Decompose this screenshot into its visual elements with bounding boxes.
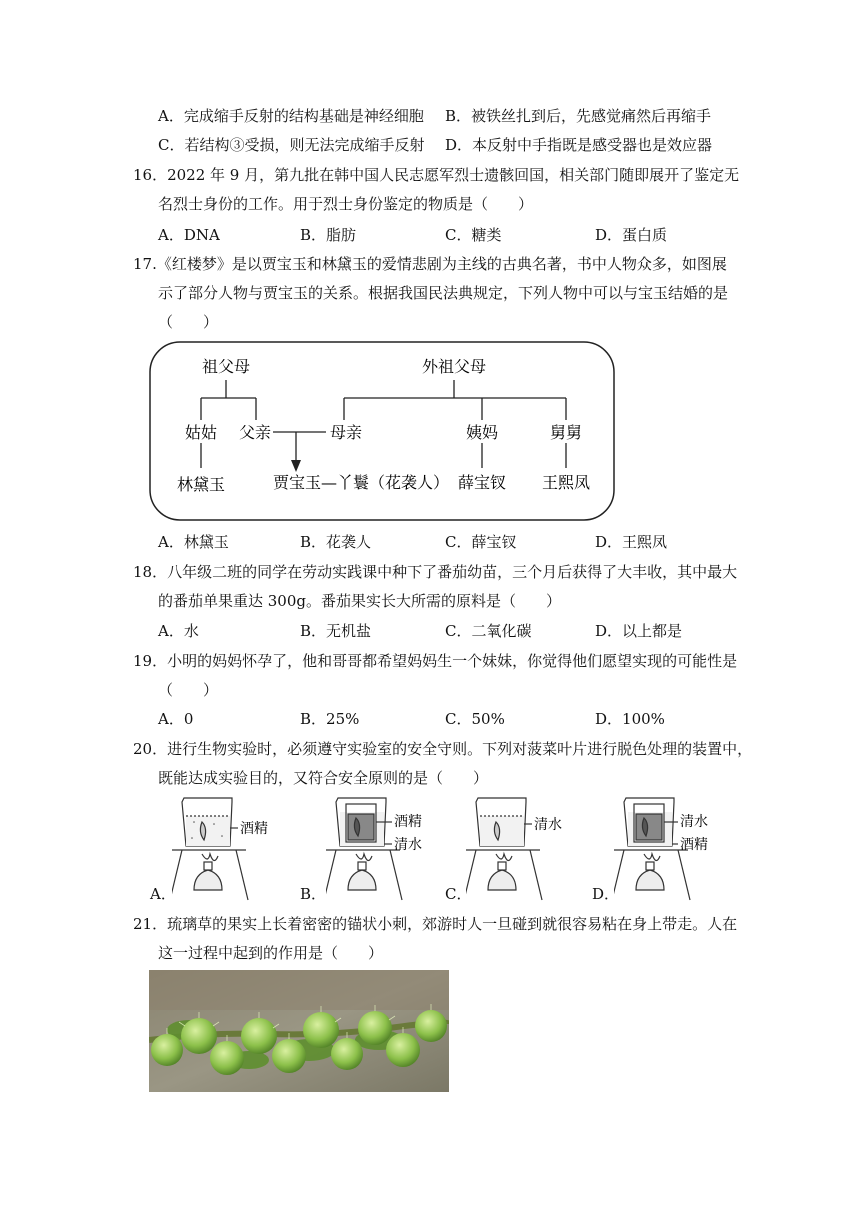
q15-option-d: D．本反射中手指既是感受器也是效应器 <box>445 136 713 154</box>
q20-stem-line-2: 既能达成实验目的，又符合安全原则的是（ ） <box>158 769 489 787</box>
apparatus-a-label-1: 酒精 <box>240 821 268 837</box>
tree-xue-baochai: 薛宝钗 <box>457 473 507 492</box>
tree-grandparents: 祖父母 <box>201 357 251 376</box>
tree-lin-daiyu: 林黛玉 <box>176 475 226 494</box>
q19-option-b: B．25% <box>300 710 360 728</box>
tree-aunt-maternal: 姨妈 <box>465 423 499 442</box>
q17-stem-line-2: 示了部分人物与贾宝玉的关系。根据我国民法典规定，下列人物中可以与宝玉结婚的是 <box>158 284 729 302</box>
q18-stem-line-1: 18．八年级二班的同学在劳动实践课中种下了番茄幼苗，三个月后获得了大丰收，其中最大 <box>133 563 738 581</box>
q21-stem-line-2: 这一过程中起到的作用是（ ） <box>158 944 384 962</box>
apparatus-b-diagram <box>326 794 436 906</box>
q18-option-c: C．二氧化碳 <box>445 622 532 640</box>
q17-option-b: B．花袭人 <box>300 533 372 551</box>
hound-tongue-fruit-photo <box>149 970 449 1092</box>
tree-wang-xifeng: 王熙凤 <box>541 473 591 492</box>
q18-option-b: B．无机盐 <box>300 622 372 640</box>
apparatus-b-label-1: 酒精 <box>394 814 422 830</box>
q16-stem-line-1: 16．2022 年 9 月，第九批在韩中国人民志愿军烈士遗骸回国，相关部门随即展开了鉴定无 <box>133 166 740 184</box>
q18-option-a: A．水 <box>158 622 199 640</box>
tree-uncle: 舅舅 <box>549 423 583 442</box>
q16-stem-line-2: 名烈士身份的工作。用于烈士身份鉴定的物质是（ ） <box>158 195 534 213</box>
q16-option-b: B．脂肪 <box>300 226 357 244</box>
q19-option-c: C．50% <box>445 710 505 728</box>
q18-option-d: D．以上都是 <box>595 622 683 640</box>
q17-option-d: D．王熙凤 <box>595 533 668 551</box>
q15-option-c: C．若结构③受损，则无法完成缩手反射 <box>158 136 425 154</box>
q15-option-a: A．完成缩手反射的结构基础是神经细胞 <box>158 107 424 125</box>
apparatus-d-label-2: 酒精 <box>680 837 708 853</box>
q17-stem-line-1: 17.《红楼梦》是以贾宝玉和林黛玉的爱情悲剧为主线的古典名著，书中人物众多，如图展 <box>133 255 727 273</box>
q16-option-c: C．糖类 <box>445 226 502 244</box>
q16-option-d: D．蛋白质 <box>595 226 668 244</box>
q17-stem-line-3: （ ） <box>158 313 219 331</box>
q19-option-d: D．100% <box>595 710 665 728</box>
tree-mother: 母亲 <box>329 423 363 442</box>
apparatus-c-letter: C． <box>445 885 472 903</box>
apparatus-c-label-1: 清水 <box>534 817 562 833</box>
q17-option-a: A．林黛玉 <box>158 533 229 551</box>
q16-option-a: A．DNA <box>158 226 220 244</box>
tree-aunt-paternal: 姑姑 <box>184 423 218 442</box>
tree-maternal-grandparents: 外祖父母 <box>421 357 487 376</box>
q15-option-b: B．被铁丝扎到后，先感觉痛然后再缩手 <box>445 107 712 125</box>
tree-jia-baoyu: 贾宝玉—丫鬟（花袭人） <box>272 473 450 492</box>
q17-option-c: C．薛宝钗 <box>445 533 517 551</box>
q19-stem-line-2: （ ） <box>158 681 219 699</box>
apparatus-d-diagram <box>614 794 724 906</box>
apparatus-c-diagram <box>466 794 576 906</box>
q19-stem-line-1: 19．小明的妈妈怀孕了，他和哥哥都希望妈妈生一个妹妹，你觉得他们愿望实现的可能性是 <box>133 652 738 670</box>
q19-option-a: A．0 <box>158 710 194 728</box>
apparatus-a-letter: A． <box>150 885 176 903</box>
apparatus-d-letter: D． <box>592 885 620 903</box>
family-tree-diagram <box>148 340 616 524</box>
q20-stem-line-1: 20．进行生物实验时，必须遵守实验室的安全守则。下列对菠菜叶片进行脱色处理的装置中， <box>133 740 753 758</box>
apparatus-a-diagram <box>172 794 282 906</box>
q18-stem-line-2: 的番茄单果重达 300g。番茄果实长大所需的原料是（ ） <box>158 592 562 610</box>
apparatus-b-label-2: 清水 <box>394 837 422 853</box>
apparatus-b-letter: B． <box>300 885 327 903</box>
q21-stem-line-1: 21．琉璃草的果实上长着密密的锚状小刺，郊游时人一旦碰到就很容易粘在身上带走。人在 <box>133 915 738 933</box>
apparatus-d-label-1: 清水 <box>680 814 708 830</box>
tree-father: 父亲 <box>238 423 272 442</box>
